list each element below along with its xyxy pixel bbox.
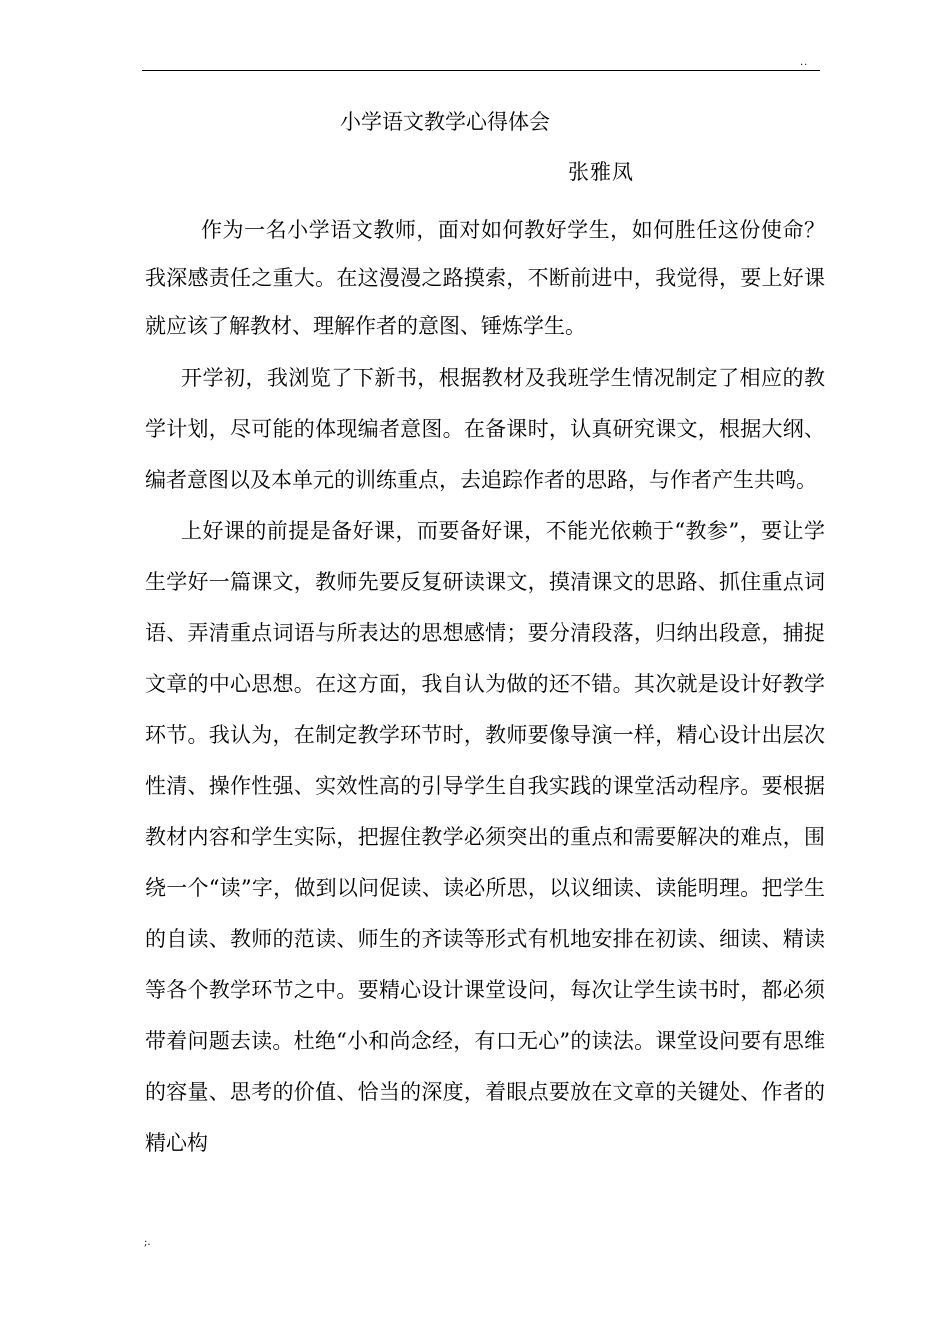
document-title: 小学语文教学心得体会 [340, 110, 550, 134]
header-mark: .. [800, 57, 809, 68]
paragraph: 作为一名小学语文教师，面对如何教好学生，如何胜任这份使命？我深感责任之重大。在这漫漫之路摸索，不断前进中，我觉得，要上好课就应该了解教材、理解作者的意图、锤炼学生。 [145, 218, 825, 338]
header-rule [142, 70, 820, 71]
footer-mark: ;. [144, 1237, 151, 1248]
paragraph: 上好课的前提是备好课，而要备好课，不能光依赖于“教参”，要让学生学好一篇课文，教师先要反复研读课文，摸清课文的思路、抓住重点词语、弄清重点词语与所表达的思想感情；要分清段落，归纳出段意，捕捉文章的中心思想。在这方面，我自认为做的还不错。其次就是设计好教学环节。我认为，在制定教学环节时，教师要像导演一样，精心设计出层次性清、操作性强、实效性高的引导学生自我实践的课堂活动程序。要根据教材内容和学生实际，把握住教学必须突出的重点和需要解决的难点，围绕一个“读”字，做到以问促读、读必所思，以议细读、读能明理。把学生的自读、教师的范读、师生的齐读等形式有机地安排在初读、细读、精读等各个教学环节之中。要精心设计课堂设问，每次让学生读书时，都必须带着问题去读。杜绝“小和尚念经，有口无心”的读法。课堂设问要有思维的容量、思考的价值、恰当的深度，着眼点要放在文章的关键处、作者的精心构 [145, 519, 825, 1155]
document-body [145, 206, 825, 1169]
document-author: 张雅凤 [568, 160, 634, 184]
paragraph: 开学初，我浏览了下新书，根据教材及我班学生情况制定了相应的教学计划，尽可能的体现编者意图。在备课时，认真研究课文，根据大纲、编者意图以及本单元的训练重点，去追踪作者的思路，与作者产生共鸣。 [145, 366, 825, 492]
